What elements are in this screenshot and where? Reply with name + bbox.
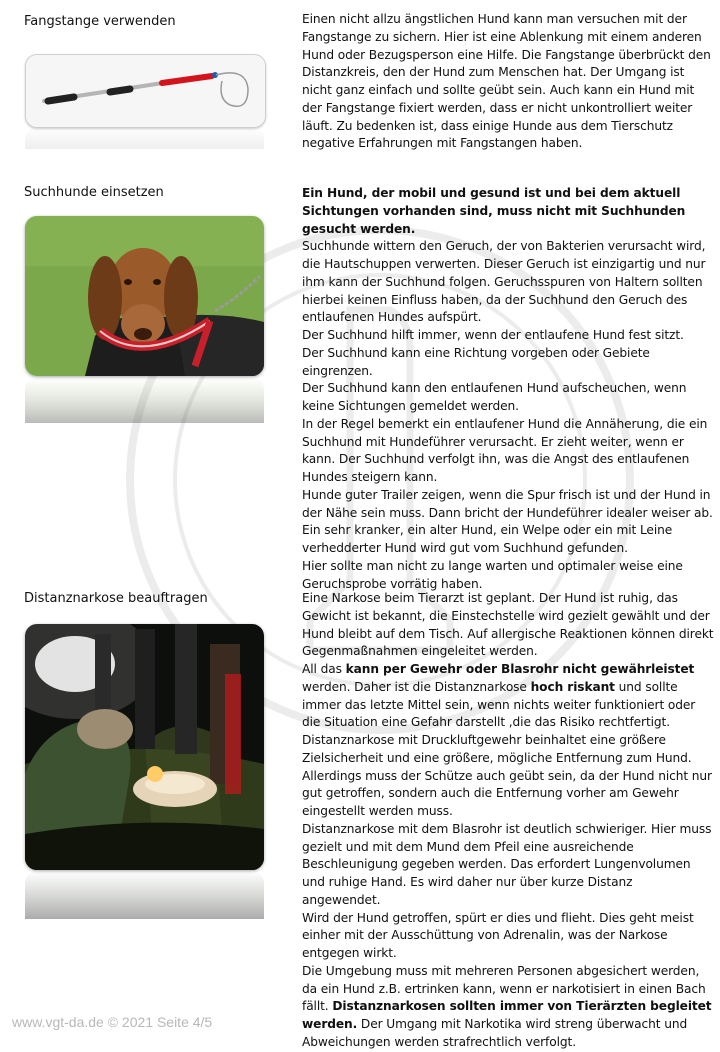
catch-pole-image-reflection [25,127,264,149]
text-run: Der Suchhund kann den entlaufenen Hund aufscheuchen, wenn keine Sichtungen gemeldet werden. [302,381,687,413]
text-run: werden. Daher ist die Distanznarkose [302,679,531,694]
text-run: In der Regel bemerkt ein entlaufener Hund die Annäherung, die ein Suchhund mit Hundeführer verursacht. Er zieht weiter, wenn er kann. Der Suchhund verfolgt ihn, was die Angst des entlaufenen Hundes steigern kann. [302,416,708,484]
section-text-catch-pole [302,11,714,153]
paragraph [302,558,714,594]
paragraph [302,910,714,963]
page-footer: www.vgt-da.de © 2021 Seite 4/5 [12,1014,213,1030]
bold-text-run: hoch riskant [530,679,615,694]
text-run: Distanznarkose mit Druckluftgewehr beinhaltet eine größere Zielsicherheit und eine größere, mögliche Entfernung zum Hund. Allerdings muss der Schütze auch geübt sein, da der Hund nicht nur gut getroffen, sondern auch die Entfernung vorher am Gewehr eingestellt werden muss. [302,733,712,818]
paragraph [302,380,714,416]
paragraph [302,416,714,487]
text-run: Distanznarkose mit dem Blasrohr ist deutlich schwieriger. Hier muss gezielt und mit dem Mund dem Pfeil eine ausreichende Beschleunigung gegeben werden. Das erfordert Lungenvolumen und ruhige Hand. Es wird daher nur über kurze Distanz angewendet. [302,821,712,907]
text-run: Eine Narkose beim Tierarzt ist geplant. Der Hund ist ruhig, das Gewicht ist bekannt, die Einstechstelle wird gezielt gewählt und der Hund bleibt auf dem Tisch. Auf allergische Reaktionen können direkt Gegenmaßnahmen eingeleitet werden. [302,591,714,659]
bloodhound-image-reflection [25,377,264,423]
text-run: Wird der Hund getroffen, spürt er dies und flieht. Dies geht meist einher mit der Ausschüttung von Adrenalin, was der Narkose entgegen wirkt. [302,910,694,960]
paragraph [302,821,714,910]
bold-text-run: Ein Hund, der mobil und gesund ist und bei dem aktuell Sichtungen vorhanden sind, muss nicht mit Suchhunden gesucht werden. [302,186,686,236]
paragraph [302,732,714,821]
text-run: und sollte immer das letzte Mittel sein, wenn nichts weiter funktioniert oder die Situation eine Gefahr darstellt ,die das Risiko rechtfertigt. [302,679,696,730]
text-run: Die Umgebung muss mit mehreren Personen abgesichert werden, da ein Hund z.B. ertrinken kann, wenn er narkotisiert in einen Bach fällt. [302,963,706,1014]
paragraph [302,185,714,238]
night-rescue-image-reflection [25,871,264,919]
catch-pole-image [25,54,266,128]
text-run: Einen nicht allzu ängstlichen Hund kann man versuchen mit der Fangstange zu sichern. Hier ist eine Ablenkung mit einem anderen Hund oder Bezugsperson eine Hilfe. Die Fangstange überbrückt den Distanzkreis, den der Hund zum Menschen hat. Der Umgang ist nicht ganz einfach und sollte geübt sein. Auch kann ein Hund mit der Fangstange fixiert werden, dass er nicht unkontrolliert weiter läuft. Zu bedenken ist, dass einige Hunde aus dem Tierschutz negative Erfahrungen mit Fangstangen haben. [302,12,711,151]
bold-text-run: Distanznarkosen sollten immer von Tierärzten begleitet werden. [302,999,712,1031]
section-text-distance-anesthesia [302,590,714,1052]
section-text-search-dogs [302,185,714,593]
paragraph [302,238,714,327]
paragraph [302,963,714,1052]
paragraph [302,487,714,558]
section-title-search-dogs: Suchhunde einsetzen [24,185,164,200]
paragraph [302,661,714,732]
paragraph [302,11,714,153]
text-run: Hier sollte man nicht zu lange warten und optimaler weise eine Geruchsprobe vorrätig haben. [302,558,683,591]
bloodhound-image [25,216,264,376]
text-run: Der Suchhund kann eine Richtung vorgeben oder Gebiete eingrenzen. [302,345,650,378]
text-run: Suchhunde wittern den Geruch, der von Bakterien verursacht wird, die Hautschuppen verwerten. Dieser Geruch ist einzigartig und nur ihm kann der Suchhund folgen. Geruchsspuren von Haltern sollten hierbei keinen Einfluss haben, da der Suchhund den Geruch des entlaufenen Hundes aufspürt. [302,239,706,325]
section-title-catch-pole: Fangstange verwenden [24,14,176,29]
paragraph [302,345,714,381]
bold-text-run: kann per Gewehr oder Blasrohr nicht gewährleistet [345,662,695,676]
paragraph [302,590,714,661]
text-run: All das [302,662,346,676]
night-rescue-image [25,624,264,870]
text-run: Der Umgang mit Narkotika wird streng überwacht und Abweichungen werden strafrechtlich verfolgt. [302,1017,688,1049]
paragraph [302,327,714,345]
text-run: Hunde guter Trailer zeigen, wenn die Spur frisch ist und der Hund in der Nähe sein muss. Dann bricht der Hundeführer idealer weiser ab. Ein sehr kranker, ein alter Hund, ein Welpe oder ein mit Leine verhedderter Hund wird gut vom Suchhund gefunden. [302,487,713,555]
text-run: Der Suchhund hilft immer, wenn der entlaufene Hund fest sitzt. [302,328,684,342]
section-title-distance-anesthesia: Distanznarkose beauftragen [24,591,208,606]
